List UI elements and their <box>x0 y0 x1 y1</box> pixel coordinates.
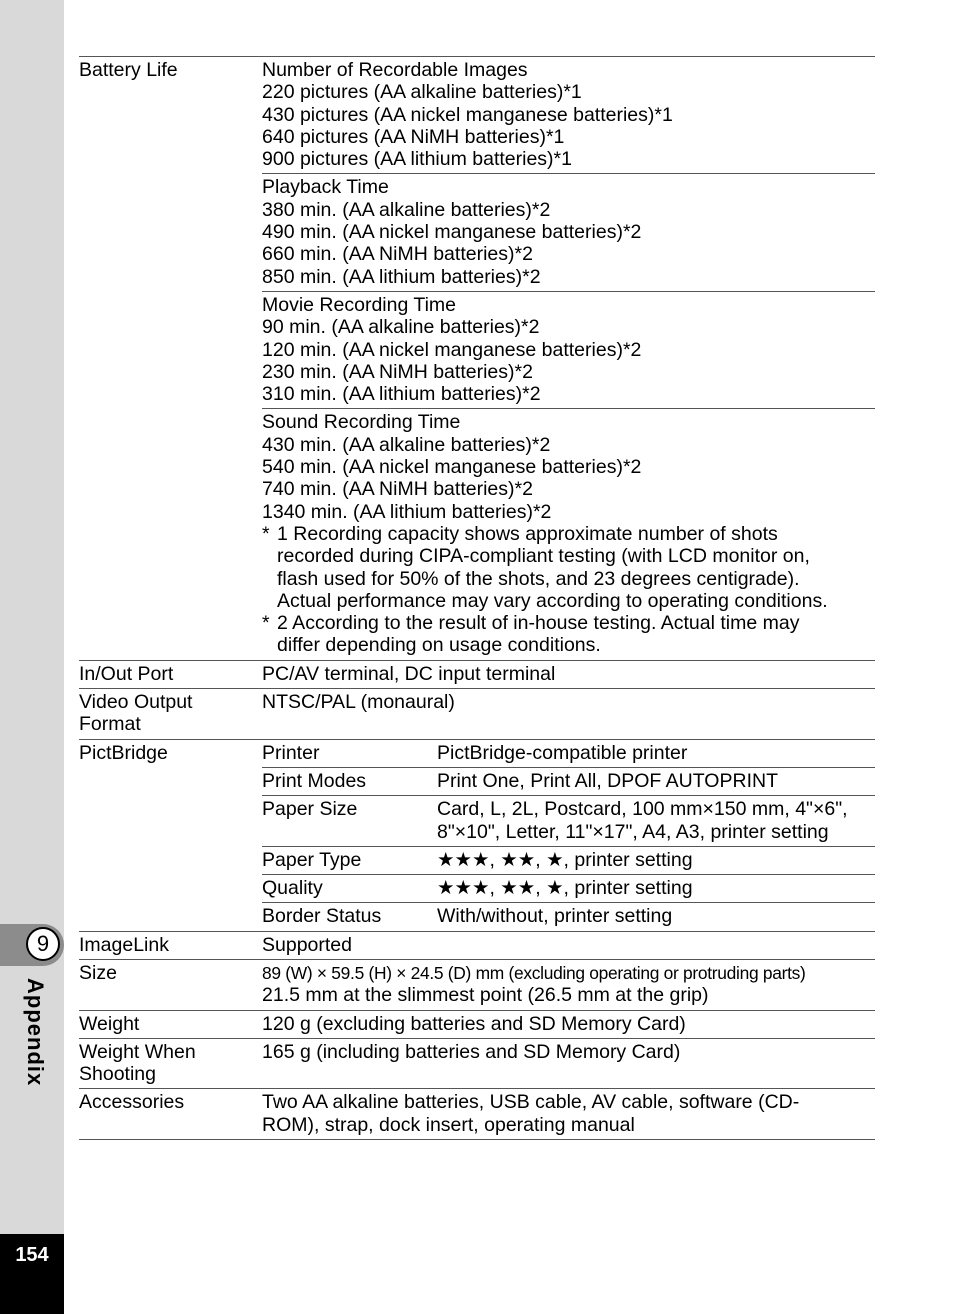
battery-group-line: 850 min. (AA lithium batteries)*2 <box>262 265 541 288</box>
accessories-line: Two AA alkaline batteries, USB cable, AV cable, software (CD- <box>262 1091 800 1114</box>
spec-label-line: Format <box>79 713 141 736</box>
pictbridge-key: Printer <box>262 741 320 764</box>
pictbridge-row-quality <box>262 875 875 903</box>
accessories-line: ROM), strap, dock insert, operating manual <box>262 1113 635 1136</box>
battery-group-line: 430 pictures (AA nickel manganese batteries)*1 <box>262 103 673 126</box>
footnote-text <box>277 523 875 612</box>
spec-table <box>79 56 875 1140</box>
size-thickness: 21.5 mm at the slimmest point (26.5 mm at the grip) <box>262 984 709 1007</box>
spec-value <box>262 960 875 1010</box>
spec-value: 120 g (excluding batteries and SD Memory Card) <box>262 1012 686 1035</box>
spec-label: Battery Life <box>79 59 178 81</box>
pictbridge-key: Paper Size <box>262 798 358 821</box>
pictbridge-value-line: PictBridge-compatible printer <box>437 741 688 764</box>
pictbridge-key: Print Modes <box>262 769 367 792</box>
chapter-number: 9 <box>26 927 60 961</box>
battery-group-movie-recording-time <box>262 292 875 409</box>
size-dimensions: 89 (W) × 59.5 (H) × 24.5 (D) mm (excluding operating or protruding parts) <box>262 962 806 983</box>
battery-group-title: Playback Time <box>262 176 389 199</box>
footnote <box>262 523 875 612</box>
spec-row-video-output-format <box>79 689 875 740</box>
battery-group-title: Movie Recording Time <box>262 293 456 316</box>
spec-value: PC/AV terminal, DC input terminal <box>262 662 556 685</box>
battery-group-sound-recording-time <box>262 409 875 659</box>
battery-group-line: 900 pictures (AA lithium batteries)*1 <box>262 148 572 171</box>
spec-row-weight <box>79 1011 875 1039</box>
pictbridge-row-print-modes <box>262 768 875 796</box>
spec-label-line: Video Output <box>79 691 193 714</box>
battery-group-title: Sound Recording Time <box>262 411 461 434</box>
spec-label <box>79 1039 262 1089</box>
pictbridge-value <box>437 877 875 899</box>
spec-row-accessories <box>79 1089 875 1140</box>
footnote-line: differ depending on usage conditions. <box>277 634 601 657</box>
spec-value <box>262 740 875 931</box>
spec-row-imagelink <box>79 932 875 960</box>
spec-label: PictBridge <box>79 741 168 764</box>
battery-group-line: 220 pictures (AA alkaline batteries)*1 <box>262 81 582 104</box>
footnote-line: 1 Recording capacity shows approximate number of shots <box>277 522 778 545</box>
page-number: 154 <box>0 1234 64 1314</box>
battery-group-line: 640 pictures (AA NiMH batteries)*1 <box>262 125 565 148</box>
footnote-mark: * <box>262 522 270 545</box>
pictbridge-value-line: 8"×10", Letter, 11"×17", A4, A3, printer setting <box>437 820 829 843</box>
pictbridge-row-border-status <box>262 903 875 930</box>
battery-group-line: 1340 min. (AA lithium batteries)*2 <box>262 500 552 523</box>
spec-label-line: Weight When <box>79 1040 196 1063</box>
spec-label: Size <box>79 961 117 984</box>
pictbridge-value-line: Card, L, 2L, Postcard, 100 mm×150 mm, 4"×6", <box>437 798 848 821</box>
spec-row-pictbridge <box>79 740 875 932</box>
spec-row-battery-life <box>79 57 875 661</box>
pictbridge-value <box>437 742 875 764</box>
battery-group-line: 430 min. (AA alkaline batteries)*2 <box>262 433 551 456</box>
chapter-title: Appendix <box>23 978 48 1087</box>
footnote-mark: * <box>262 612 270 635</box>
battery-group-line: 490 min. (AA nickel manganese batteries)*2 <box>262 221 642 244</box>
spec-label <box>79 689 262 739</box>
spec-label-line: Shooting <box>79 1063 156 1086</box>
chapter-side-tab <box>0 0 64 1314</box>
pictbridge-row-paper-type <box>262 847 875 875</box>
battery-group-line: 230 min. (AA NiMH batteries)*2 <box>262 360 533 383</box>
battery-group-line: 90 min. (AA alkaline batteries)*2 <box>262 316 540 339</box>
spec-label: Accessories <box>79 1091 185 1114</box>
pictbridge-value-line: With/without, printer setting <box>437 905 673 928</box>
battery-group-line: 310 min. (AA lithium batteries)*2 <box>262 383 541 406</box>
spec-row-size <box>79 960 875 1011</box>
pictbridge-key: Quality <box>262 877 323 900</box>
footnote-line: Actual performance may vary according to operating conditions. <box>277 589 828 612</box>
spec-label: ImageLink <box>79 933 169 956</box>
spec-label: In/Out Port <box>79 662 174 685</box>
spec-value <box>262 1089 875 1139</box>
spec-value: 165 g (including batteries and SD Memory Card) <box>262 1040 681 1063</box>
spec-value: NTSC/PAL (monaural) <box>262 691 455 714</box>
pictbridge-value-line: Print One, Print All, DPOF AUTOPRINT <box>437 769 778 792</box>
pictbridge-key: Paper Type <box>262 848 362 871</box>
spec-value <box>262 57 875 660</box>
battery-group-playback-time <box>262 174 875 291</box>
pictbridge-row-paper-size <box>262 796 875 847</box>
battery-group-line: 740 min. (AA NiMH batteries)*2 <box>262 478 533 501</box>
pictbridge-value-line: ★★★, ★★, ★, printer setting <box>437 848 693 871</box>
footnote-line: 2 According to the result of in-house testing. Actual time may <box>277 612 800 635</box>
battery-group-title: Number of Recordable Images <box>262 59 528 81</box>
battery-group-line: 540 min. (AA nickel manganese batteries)*2 <box>262 456 642 479</box>
battery-group-recordable-images <box>262 57 875 174</box>
battery-group-line: 380 min. (AA alkaline batteries)*2 <box>262 198 551 221</box>
footnote-line: recorded during CIPA-compliant testing (with LCD monitor on, <box>277 545 810 568</box>
pictbridge-value <box>437 905 875 927</box>
pictbridge-value <box>437 798 875 843</box>
battery-group-line: 120 min. (AA nickel manganese batteries)*2 <box>262 338 642 361</box>
spec-label: Weight <box>79 1012 140 1035</box>
spec-row-in-out-port <box>79 661 875 689</box>
pictbridge-row-printer <box>262 740 875 768</box>
battery-group-line: 660 min. (AA NiMH batteries)*2 <box>262 243 533 266</box>
spec-row-weight-when-shooting <box>79 1039 875 1090</box>
footnote-text <box>277 612 875 657</box>
pictbridge-value <box>437 849 875 871</box>
pictbridge-value <box>437 770 875 792</box>
pictbridge-value-line: ★★★, ★★, ★, printer setting <box>437 877 693 900</box>
footnote-line: flash used for 50% of the shots, and 23 degrees centigrade). <box>277 567 800 590</box>
footnote <box>262 612 875 657</box>
pictbridge-key: Border Status <box>262 905 382 928</box>
spec-value: Supported <box>262 933 352 956</box>
